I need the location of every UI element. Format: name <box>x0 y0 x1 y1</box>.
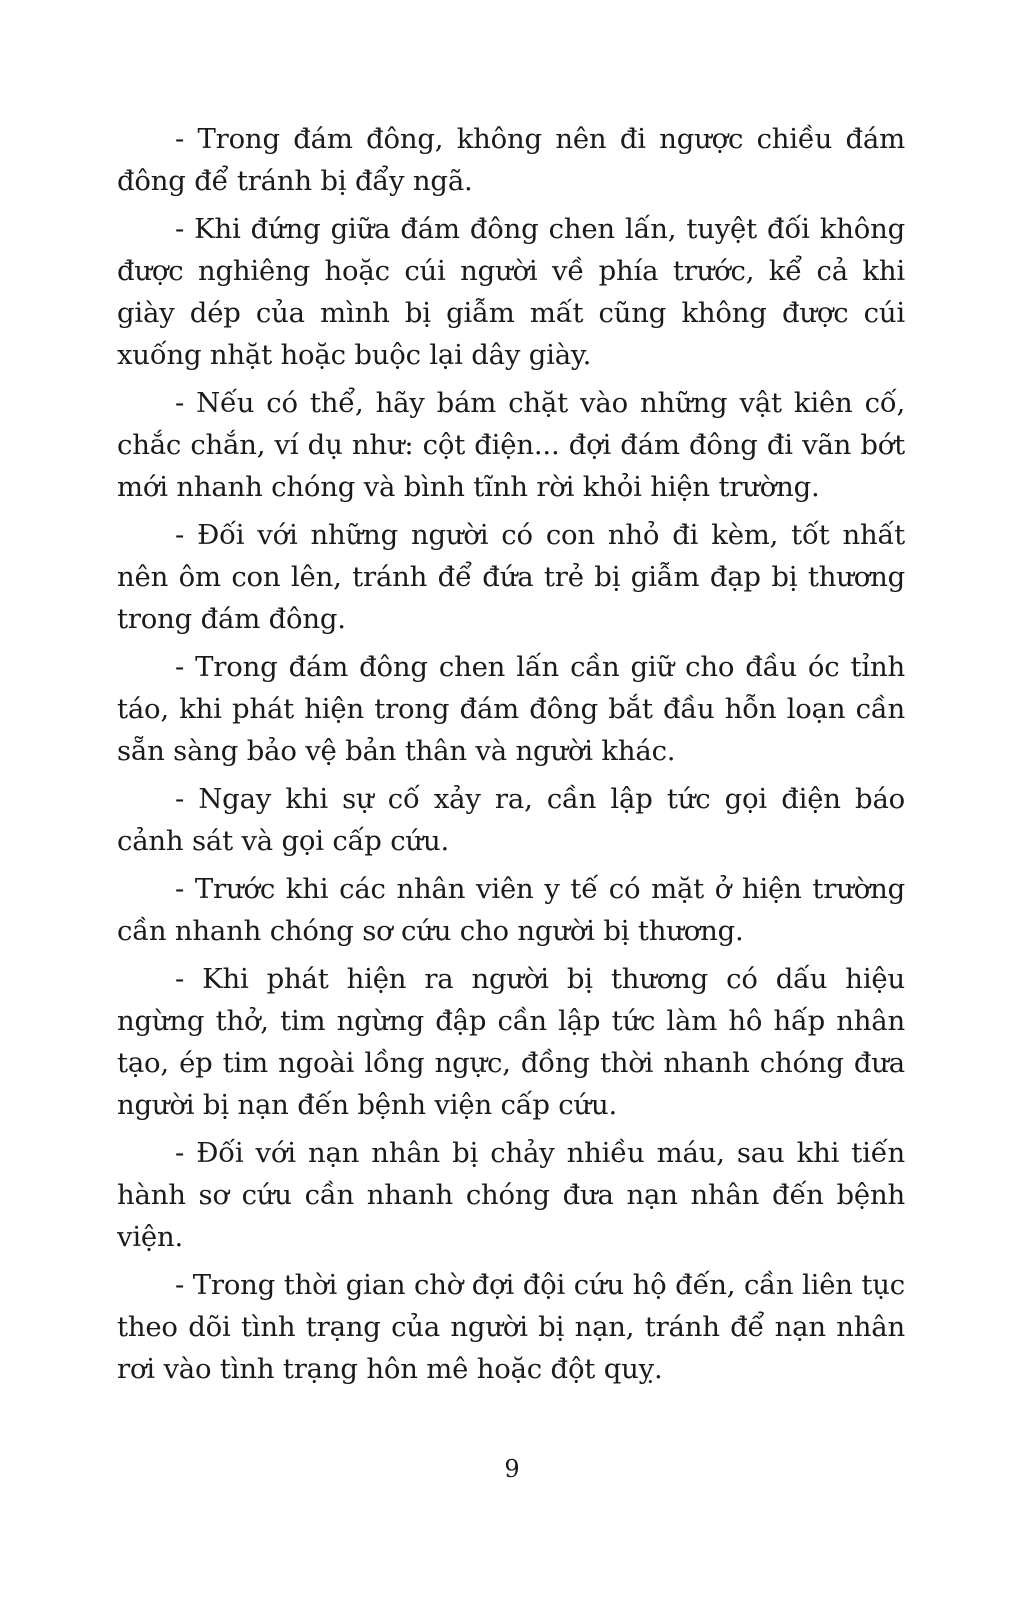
paragraph-4: - Đối với những người có con nhỏ đi kèm, tốt nhất nên ôm con lên, tránh để đứa trẻ bị giẫm đạp bị thương trong đám đông. <box>117 519 905 635</box>
paragraph-9: - Đối với nạn nhân bị chảy nhiều máu, sau khi tiến hành sơ cứu cần nhanh chóng đưa nạn nhân đến bệnh viện. <box>117 1137 905 1253</box>
paragraph-6: - Ngay khi sự cố xảy ra, cần lập tức gọi điện báo cảnh sát và gọi cấp cứu. <box>117 783 905 857</box>
page-number: 9 <box>504 1455 520 1483</box>
paragraph-10: - Trong thời gian chờ đợi đội cứu hộ đến, cần liên tục theo dõi tình trạng của người bị nạn, tránh để nạn nhân rơi vào tình trạng hôn mê hoặc đột quỵ. <box>117 1269 905 1385</box>
paragraph-7: - Trước khi các nhân viên y tế có mặt ở hiện trường cần nhanh chóng sơ cứu cho người bị thương. <box>117 873 905 947</box>
paragraph-1: - Trong đám đông, không nên đi ngược chiều đám đông để tránh bị đẩy ngã. <box>117 123 905 197</box>
paragraph-2: - Khi đứng giữa đám đông chen lấn, tuyệt đối không được nghiêng hoặc cúi người về phía trước, kể cả khi giày dép của mình bị giẫm mất cũng không được cúi xuống nhặt hoặc buộc lại dây giày. <box>117 213 905 371</box>
paragraph-5: - Trong đám đông chen lấn cần giữ cho đầu óc tỉnh táo, khi phát hiện trong đám đông bắt đầu hỗn loạn cần sẵn sàng bảo vệ bản thân và người khác. <box>117 651 905 767</box>
paragraph-3: - Nếu có thể, hãy bám chặt vào những vật kiên cố, chắc chắn, ví dụ như: cột điện... đợi đám đông đi vãn bớt mới nhanh chóng và bình tĩnh rời khỏi hiện trường. <box>117 387 905 503</box>
body-text <box>117 118 905 1396</box>
paragraph-8: - Khi phát hiện ra người bị thương có dấu hiệu ngừng thở, tim ngừng đập cần lập tức làm hô hấp nhân tạo, ép tim ngoài lồng ngực, đồng thời nhanh chóng đưa người bị nạn đến bệnh viện cấp cứu. <box>117 963 905 1121</box>
